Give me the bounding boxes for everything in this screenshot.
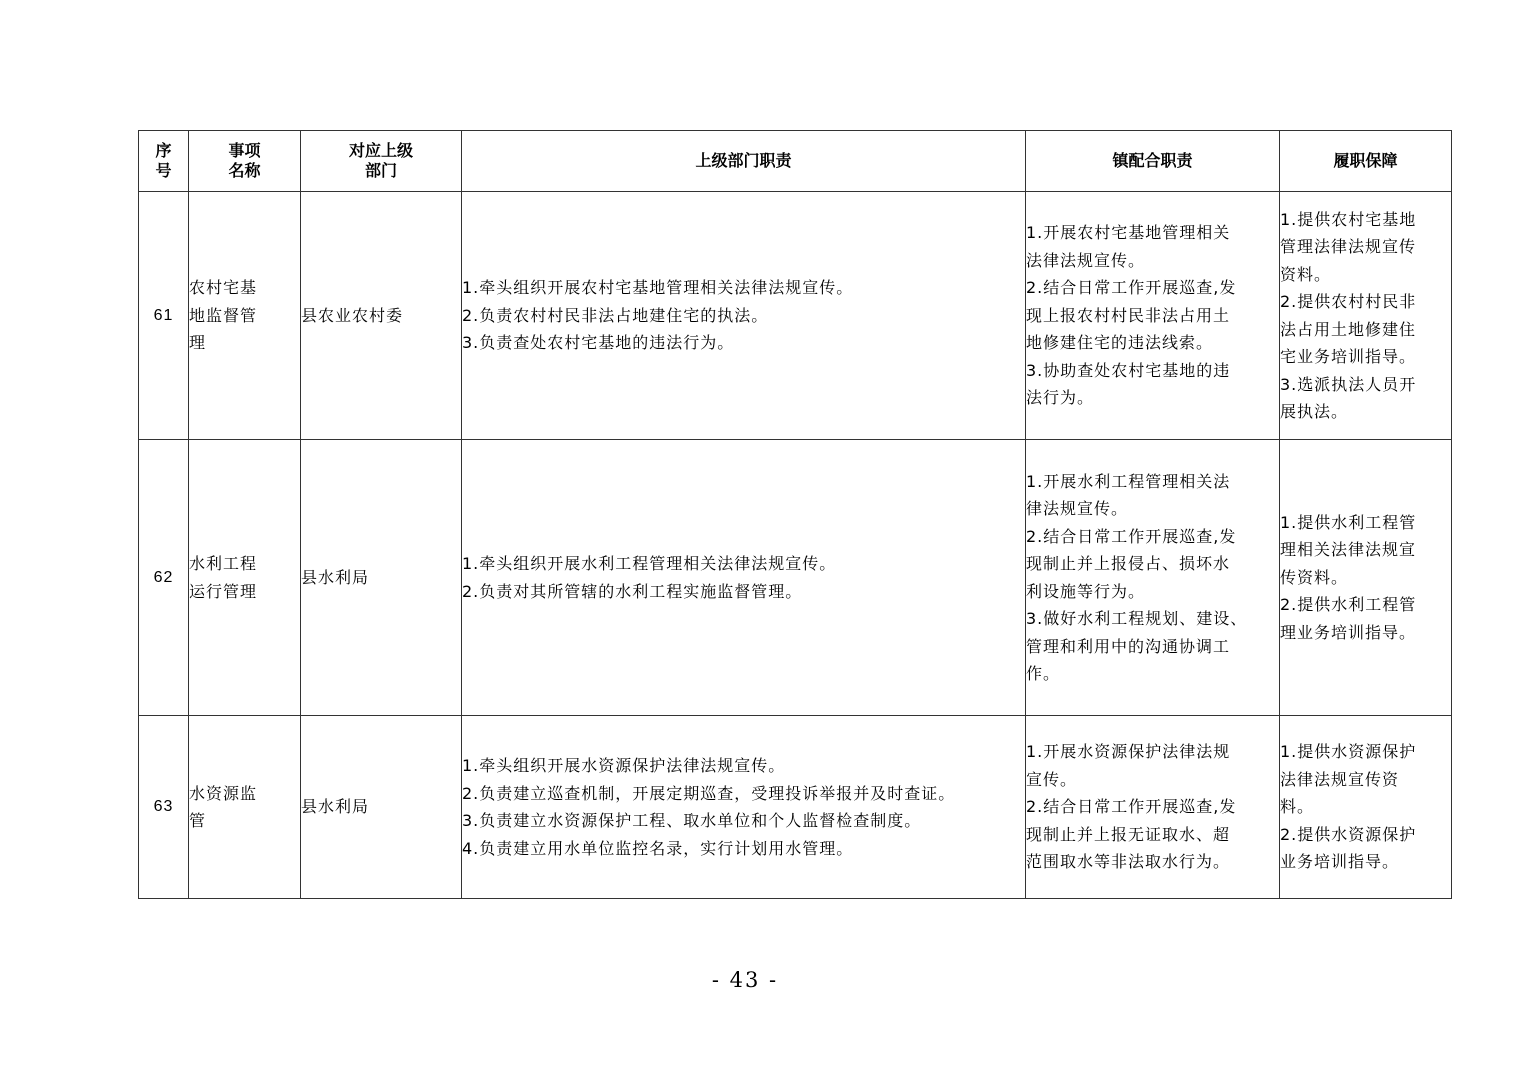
- row-upper-duty: 1.牵头组织开展农村宅基地管理相关法律法规宣传。 2.负责农村村民非法占地建住宅的执法。 3.负责查处农村宅基地的违法行为。: [462, 192, 1026, 440]
- table-row: [139, 192, 1452, 440]
- row-upper-duty: 1.牵头组织开展水利工程管理相关法律法规宣传。 2.负责对其所管辖的水利工程实施监督管理。: [462, 440, 1026, 716]
- row-item-name: 水利工程 运行管理: [189, 440, 301, 716]
- row-seq: 62: [139, 440, 189, 716]
- page-number: - 43 -: [711, 968, 779, 992]
- row-town-duty: 1.开展水利工程管理相关法 律法规宣传。 2.结合日常工作开展巡查,发 现制止并上报侵占、损坏水 利设施等行为。 3.做好水利工程规划、建设、 管理和利用中的沟通协调工 作。: [1026, 440, 1280, 716]
- row-guarantee: 1.提供水资源保护 法律法规宣传资 料。 2.提供水资源保护 业务培训指导。: [1280, 716, 1452, 899]
- duty-table: [138, 130, 1452, 899]
- row-dept: 县水利局: [301, 716, 462, 899]
- table-row: [139, 440, 1452, 716]
- table-header-row: [139, 131, 1452, 192]
- row-guarantee: 1.提供农村宅基地 管理法律法规宣传 资料。 2.提供农村村民非 法占用土地修建住 宅业务培训指导。 3.选派执法人员开 展执法。: [1280, 192, 1452, 440]
- header-name: 事项 名称: [189, 131, 301, 192]
- header-town-duty: 镇配合职责: [1026, 131, 1280, 192]
- row-guarantee: 1.提供水利工程管 理相关法律法规宣 传资料。 2.提供水利工程管 理业务培训指导。: [1280, 440, 1452, 716]
- row-town-duty: 1.开展农村宅基地管理相关 法律法规宣传。 2.结合日常工作开展巡查,发 现上报农村村民非法占用土 地修建住宅的违法线索。 3.协助查处农村宅基地的违 法行为。: [1026, 192, 1280, 440]
- row-dept: 县水利局: [301, 440, 462, 716]
- row-dept: 县农业农村委: [301, 192, 462, 440]
- row-item-name: 水资源监 管: [189, 716, 301, 899]
- row-upper-duty: 1.牵头组织开展水资源保护法律法规宣传。 2.负责建立巡查机制，开展定期巡查，受理投诉举报并及时查证。 3.负责建立水资源保护工程、取水单位和个人监督检查制度。 4.负责建立用水单位监控名录，实行计划用水管理。: [462, 716, 1026, 899]
- row-seq: 63: [139, 716, 189, 899]
- row-seq: 61: [139, 192, 189, 440]
- header-seq: 序 号: [139, 131, 189, 192]
- header-guarantee: 履职保障: [1280, 131, 1452, 192]
- row-town-duty: 1.开展水资源保护法律法规 宣传。 2.结合日常工作开展巡查,发 现制止并上报无证取水、超 范围取水等非法取水行为。: [1026, 716, 1280, 899]
- table-row: [139, 716, 1452, 899]
- header-upper-duty: 上级部门职责: [462, 131, 1026, 192]
- header-dept: 对应上级 部门: [301, 131, 462, 192]
- row-item-name: 农村宅基 地监督管 理: [189, 192, 301, 440]
